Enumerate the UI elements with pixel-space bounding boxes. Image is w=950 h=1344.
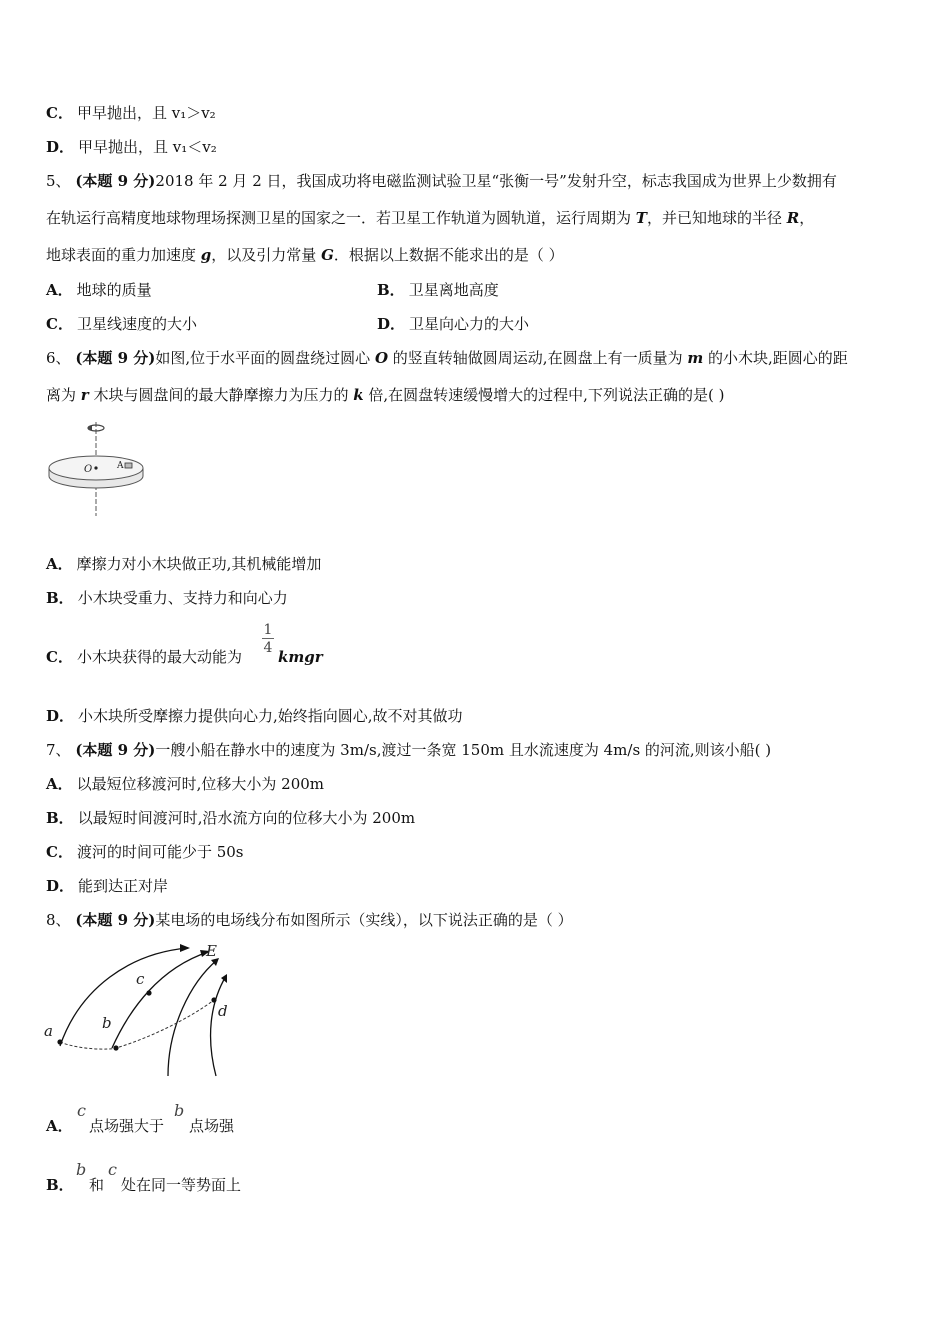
question-number: 5、 <box>46 172 71 190</box>
point-a <box>57 1039 62 1044</box>
option-label: D． <box>377 315 406 333</box>
q6-option-c <box>46 647 242 667</box>
option-text: 小木块受重力、支持力和向心力 <box>77 589 288 607</box>
option-text: 卫星线速度的大小 <box>76 315 197 333</box>
option-label: B． <box>377 281 405 299</box>
fraction-denominator: 4 <box>263 640 273 656</box>
q6-stem-line1 <box>46 348 848 368</box>
option-text: 地球的质量 <box>76 281 152 299</box>
stem-text: 一艘小船在静水中的速度为 3m/s,渡过一条宽 150m 且水流速度为 4m/s 的河流,则该小船( ) <box>155 741 772 759</box>
stem-text: 离为 <box>46 386 81 404</box>
option-text: 以最短时间渡河时,沿水流方向的位移大小为 200m <box>77 809 416 827</box>
q7-option-a <box>46 774 324 794</box>
point-c <box>146 990 151 995</box>
q5-option-c <box>46 314 197 334</box>
stem-text: ，以及引力常量 <box>211 246 322 264</box>
point-b <box>113 1045 118 1050</box>
fraction-numerator: 1 <box>263 622 273 638</box>
wood-block <box>125 463 132 468</box>
var-T: T <box>635 209 647 227</box>
option-label: D． <box>46 707 75 725</box>
point-d <box>211 997 216 1002</box>
option-text: 甲早抛出，且 v₁＜v₂ <box>78 138 217 156</box>
rotating-disk-figure <box>46 418 146 520</box>
option-label: B． <box>46 1176 74 1194</box>
option-text: 卫星离地高度 <box>408 281 499 299</box>
q4-option-d <box>46 137 217 157</box>
q5-stem-line3 <box>46 245 564 265</box>
option-label: A． <box>46 555 73 573</box>
option-text: 点场强 <box>189 1117 235 1135</box>
label-O: O <box>84 464 93 475</box>
q5-stem-line1 <box>46 171 837 191</box>
stem-text: 倍,在圆盘转速缓慢增大的过程中,下列说法正确的是( ) <box>363 386 725 404</box>
option-label: A． <box>46 281 73 299</box>
option-label: D． <box>46 877 75 895</box>
var-c: c <box>108 1160 117 1179</box>
stem-text: 某电场的电场线分布如图所示（实线），以下说法正确的是（ ） <box>155 911 573 929</box>
var-r: r <box>80 386 89 404</box>
stem-text: 的竖直转轴做圆周运动,在圆盘上有一质量为 <box>388 349 688 367</box>
stem-text: 2018 年 2 月 2 日，我国成功将电磁监测试验卫星“张衡一号”发射升空，标志我国成为世界上少数拥有 <box>155 172 837 190</box>
stem-text: 地球表面的重力加速度 <box>46 246 201 264</box>
q4-option-c <box>46 103 216 123</box>
option-text: 能到达正对岸 <box>78 877 169 895</box>
q5-stem-line2 <box>46 208 814 228</box>
q6-option-a <box>46 554 321 574</box>
option-text: 点场强大于 <box>89 1117 165 1135</box>
q5-option-a <box>46 280 152 300</box>
q7-option-c <box>46 842 244 862</box>
option-label: C． <box>46 843 73 861</box>
option-label: C． <box>46 104 73 122</box>
stem-text: 如图,位于水平面的圆盘绕过圆心 <box>155 349 375 367</box>
q6-option-d <box>46 706 463 726</box>
option-text: 渡河的时间可能少于 50s <box>76 843 244 861</box>
label-d: d <box>218 1002 228 1020</box>
question-number: 8、 <box>46 911 71 929</box>
option-label: D． <box>46 138 75 156</box>
var-m: m <box>687 349 704 367</box>
option-label: C． <box>46 648 73 666</box>
option-text: 和 <box>89 1176 105 1194</box>
q7-stem <box>46 740 771 760</box>
option-label: B． <box>46 589 74 607</box>
score-tag: (本题 9 分) <box>75 349 156 367</box>
var-g: g <box>200 246 212 264</box>
var-b: b <box>76 1160 87 1179</box>
label-A: A <box>117 461 124 471</box>
label-a: a <box>44 1022 53 1040</box>
option-text: 摩擦力对小木块做正功,其机械能增加 <box>76 555 322 573</box>
electric-field-figure <box>40 938 240 1080</box>
fraction-one-quarter <box>262 622 274 657</box>
option-text: 甲早抛出，且 v₁＞v₂ <box>76 104 216 122</box>
var-O: O <box>374 349 389 367</box>
option-label: C． <box>46 315 73 333</box>
var-b: b <box>174 1101 185 1120</box>
option-text: 卫星向心力的大小 <box>409 315 530 333</box>
var-G: G <box>321 246 334 264</box>
stem-text: 在轨运行高精度地球物理场探测卫星的国家之一．若卫星工作轨道为圆轨道，运行周期为 <box>46 209 636 227</box>
q7-option-d <box>46 876 168 896</box>
option-text: 以最短位移渡河时,位移大小为 200m <box>76 775 325 793</box>
field-line-1-arrow-icon <box>180 944 190 952</box>
q6-stem-line2 <box>46 385 724 405</box>
stem-text: 木块与圆盘间的最大静摩擦力为压力的 <box>88 386 354 404</box>
q8-option-a <box>46 1116 77 1136</box>
stem-text: 的小木块,距圆心的距 <box>703 349 848 367</box>
equipotential-dashed-line <box>60 1000 214 1049</box>
q7-option-b <box>46 808 415 828</box>
option-label: B． <box>46 809 74 827</box>
score-tag: (本题 9 分) <box>75 911 156 929</box>
stem-text: ， <box>799 209 815 227</box>
field-line-4 <box>211 976 226 1076</box>
disk-center-dot <box>94 466 97 469</box>
option-label: A． <box>46 1117 73 1135</box>
stem-text: ，并已知地球的半径 <box>646 209 787 227</box>
q5-option-b <box>377 280 499 300</box>
q6-option-b <box>46 588 288 608</box>
option-text: 小木块所受摩擦力提供向心力,始终指向圆心,故不对其做功 <box>78 707 463 725</box>
option-text: 处在同一等势面上 <box>121 1176 242 1194</box>
option-label: A． <box>46 775 73 793</box>
q8-option-b <box>46 1175 78 1195</box>
var-c: c <box>77 1101 86 1120</box>
label-b: b <box>102 1014 112 1032</box>
score-tag: (本题 9 分) <box>75 172 156 190</box>
q8-stem <box>46 910 573 930</box>
var-k: k <box>353 386 364 404</box>
field-line-3 <box>168 960 217 1076</box>
question-number: 6、 <box>46 349 71 367</box>
score-tag: (本题 9 分) <box>75 741 156 759</box>
option-text: 小木块获得的最大动能为 <box>76 648 242 666</box>
label-E: E <box>206 942 217 960</box>
field-line-1 <box>60 948 188 1046</box>
label-c: c <box>136 970 145 988</box>
stem-text: ．根据以上数据不能求出的是（ ） <box>333 246 564 264</box>
expr-kmgr: kmgr <box>278 648 323 666</box>
var-R: R <box>786 209 800 227</box>
field-line-4-arrow-icon <box>221 974 227 983</box>
q5-option-d <box>377 314 529 334</box>
question-number: 7、 <box>46 741 71 759</box>
